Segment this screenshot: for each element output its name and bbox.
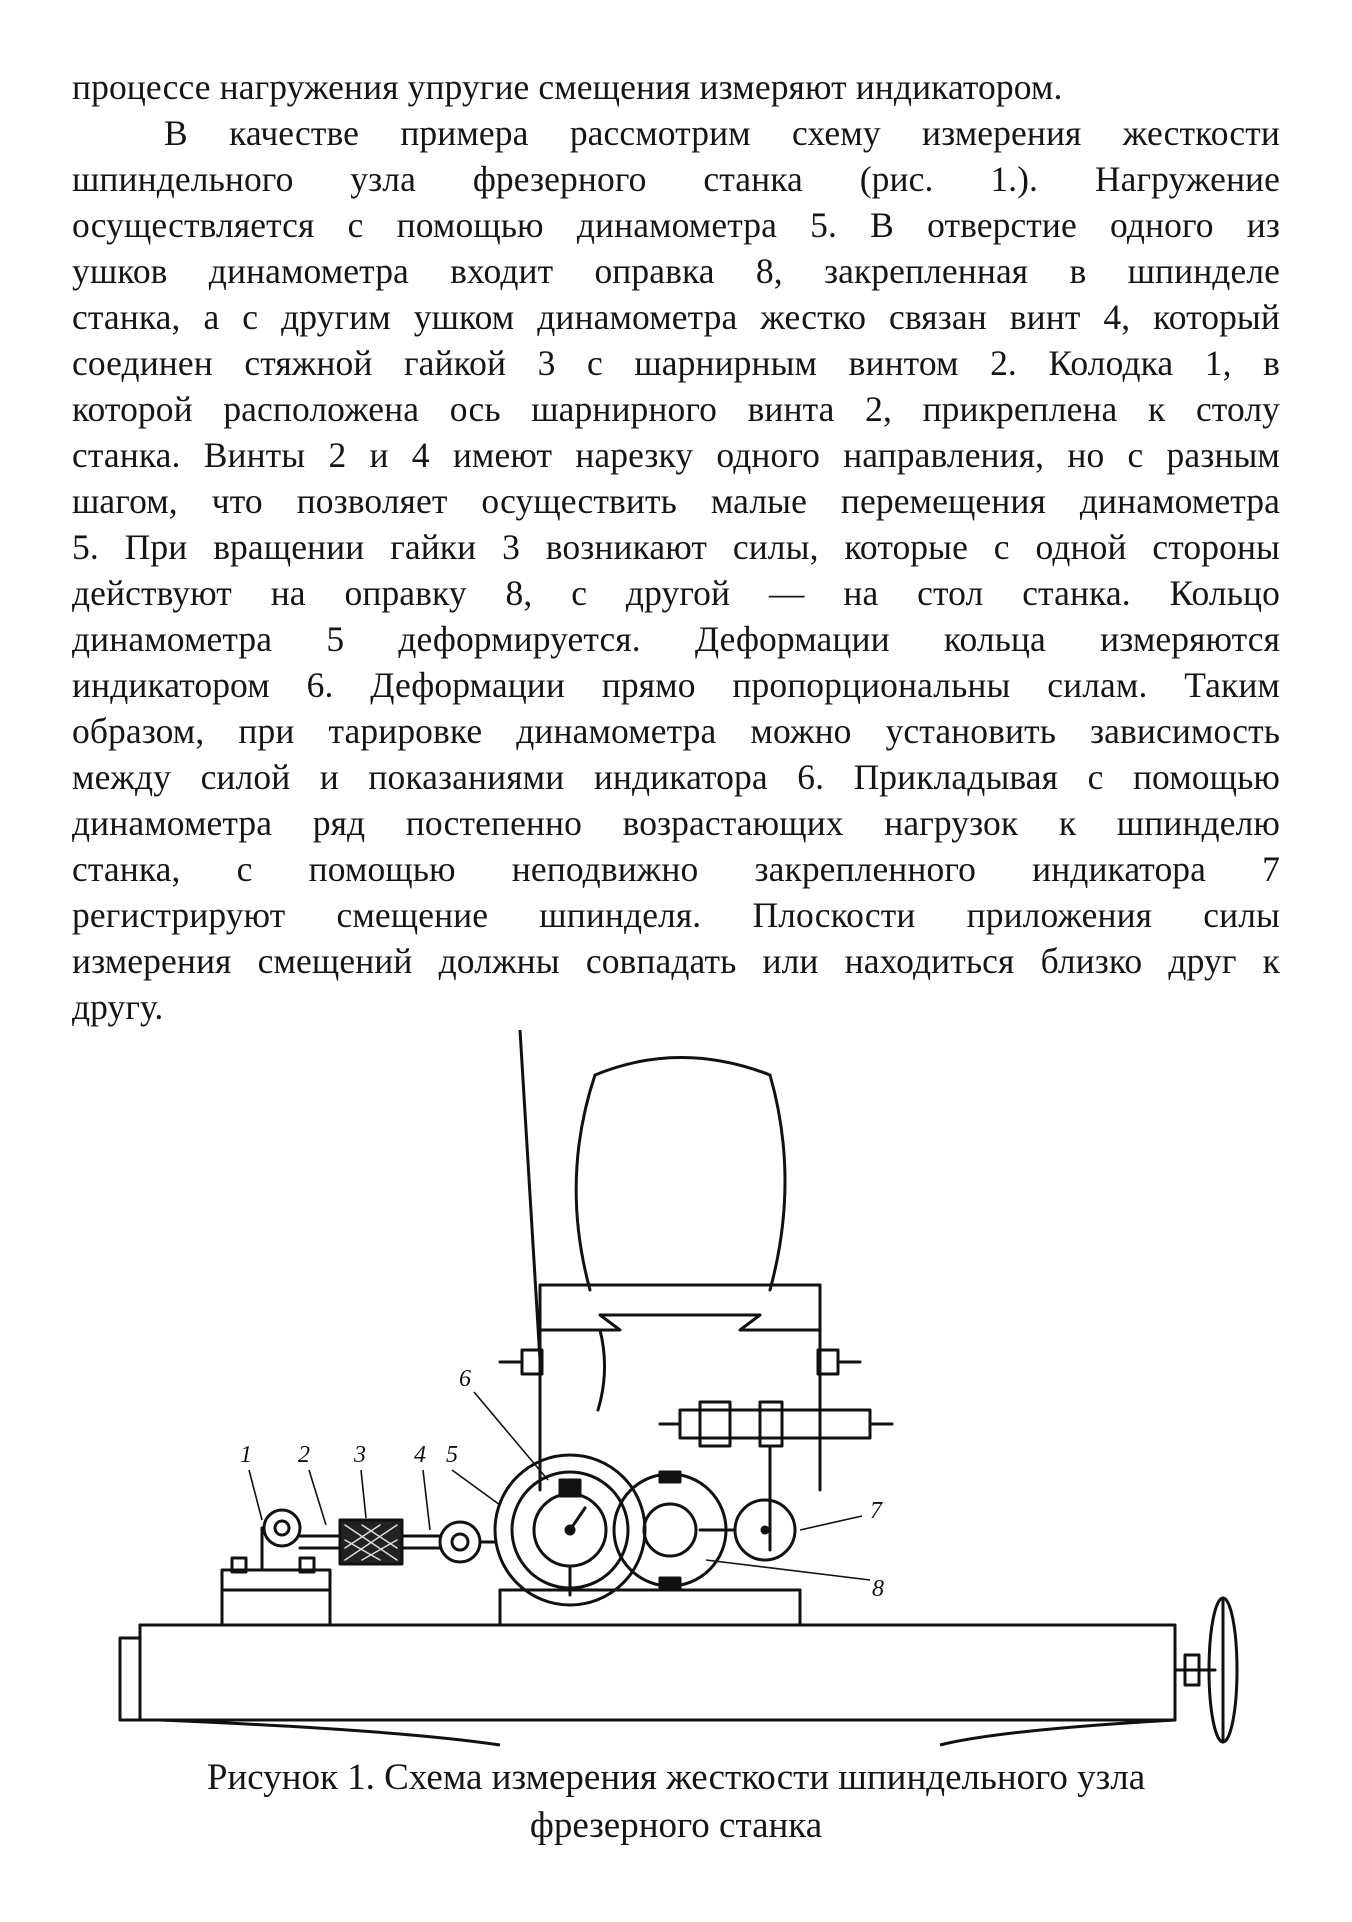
spindle-housing-flange: [540, 1285, 820, 1330]
label-2: 2: [298, 1442, 310, 1468]
label-8: 8: [872, 1576, 884, 1602]
figure-caption-line-2: фрезерного станка: [529, 1805, 823, 1846]
paragraph-line: соединен стяжной гайкой 3 с шарнирным винтом 2. Колодка 1, в: [72, 343, 1280, 383]
hinge-pin: [264, 1510, 300, 1546]
paragraph-line: регистрируют смещение шпинделя. Плоскости приложения силы: [72, 895, 1280, 935]
paragraph-line: образом, при тарировке динамометра можно установить зависимость: [72, 711, 1280, 751]
paragraph-line: процессе нагружения упругие смещения измеряют индикатором.: [72, 67, 1063, 107]
spindle-housing-top: [576, 1058, 785, 1291]
paragraph-line: шпиндельного узла фрезерного станка (рис. 1.). Нагружение: [72, 159, 1280, 199]
paragraph-line: шагом, что позволяет осуществить малые перемещения динамометра: [72, 481, 1280, 521]
label-6: 6: [459, 1366, 471, 1392]
label-7: 7: [870, 1498, 882, 1524]
label-3: 3: [354, 1442, 366, 1468]
machine-table: [140, 1625, 1175, 1720]
paragraph-line: станка, с помощью неподвижно закрепленного индикатора 7: [72, 849, 1280, 889]
paragraph-line: 5. При вращении гайки 3 возникают силы, которые с одной стороны: [72, 527, 1280, 567]
milling-machine-diagram: [0, 1030, 1352, 1750]
paragraph-line: станка. Винты 2 и 4 имеют нарезку одного направления, но с разным: [72, 435, 1280, 475]
label-1: 1: [240, 1442, 252, 1468]
paragraph-line: действуют на оправку 8, с другой — на стол станка. Кольцо: [72, 573, 1280, 613]
paragraph-line: динамометра 5 деформируется. Деформации кольца измеряются: [72, 619, 1280, 659]
paragraph-line: другу.: [72, 987, 164, 1027]
indicator-holder-bar: [680, 1410, 870, 1438]
paragraph-line: ушков динамометра входит оправка 8, закрепленная в шпинделе: [72, 251, 1280, 291]
knee-base: [160, 1720, 1175, 1745]
figure-caption-line-1: Рисунок 1. Схема измерения жесткости шпиндельного узла: [206, 1757, 1146, 1798]
paragraph-line: В качестве примера рассмотрим схему измерения жесткости: [164, 113, 1280, 153]
table-pedestal: [222, 1590, 500, 1625]
paragraph-line: индикатором 6. Деформации прямо пропорциональны силам. Таким: [72, 665, 1280, 705]
label-5: 5: [446, 1442, 458, 1468]
paragraph-line: измерения смещений должны совпадать или находиться близко друг к: [72, 941, 1280, 981]
paragraph-line: между силой и показаниями индикатора 6. Прикладывая с помощью: [72, 757, 1280, 797]
paragraph-line: которой расположена ось шарнирного винта 2, прикреплена к столу: [72, 389, 1280, 429]
label-4: 4: [414, 1442, 426, 1468]
paragraph-line: осуществляется с помощью динамометра 5. В отверстие одного из: [72, 205, 1280, 245]
paragraph-line: станка, а с другим ушком динамометра жестко связан винт 4, который: [72, 297, 1280, 337]
paragraph-line: динамометра ряд постепенно возрастающих нагрузок к шпинделю: [72, 803, 1280, 843]
dynamometer-eye: [440, 1522, 480, 1562]
